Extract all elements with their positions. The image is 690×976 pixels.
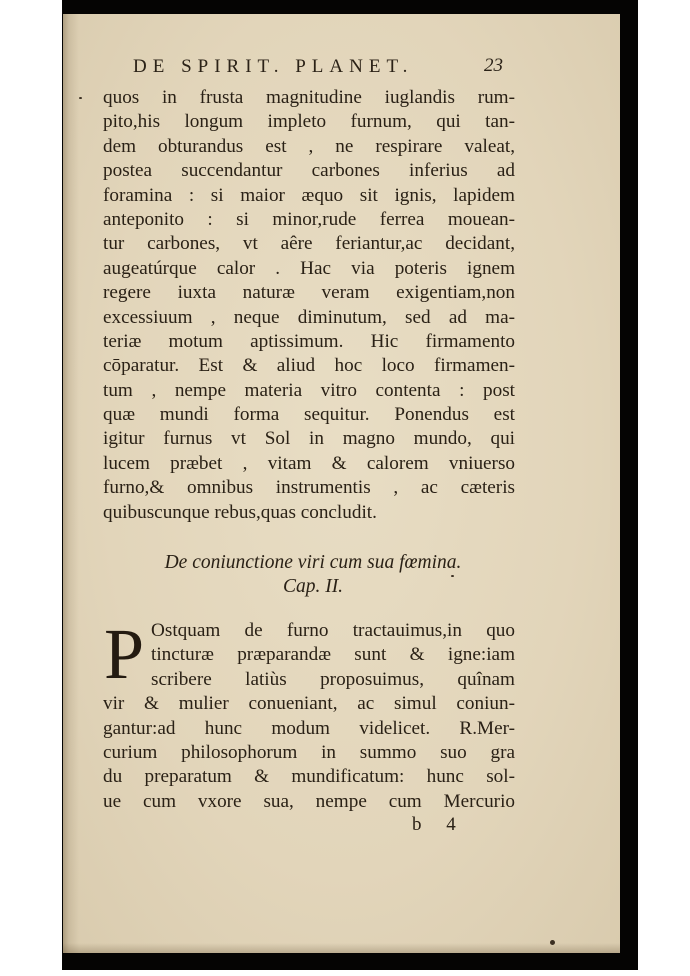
- text-line: ue cum vxore sua, nempe cum Mercurio: [103, 790, 515, 812]
- text-line: tum , nempe materia vitro contenta : post: [103, 379, 515, 401]
- text-line: quæ mundi forma sequitur. Ponendus est: [103, 404, 515, 426]
- page-number: 23: [484, 55, 503, 76]
- text-line: quos in frusta magnitudine iuglandis rum-: [103, 87, 515, 108]
- paper-speck: [79, 97, 82, 99]
- text-line: quibuscunque rebus,quas concludit.: [103, 501, 377, 523]
- text-line: anteponito : si minor,rude ferrea mouean-: [103, 208, 515, 230]
- text-line: tur carbones, vt aêre feriantur,ac decidant,: [103, 233, 515, 255]
- text-line: lucem præbet , vitam & calorem vniuerso: [103, 452, 515, 474]
- text-line: igitur furnus vt Sol in magno mundo, qui: [103, 428, 515, 450]
- signature-mark: b 4: [412, 814, 466, 835]
- text-line: regere iuxta naturæ veram exigentiam,non: [103, 282, 515, 304]
- text-line: foramina : si maior æquo sit ignis, lapidem: [103, 184, 515, 206]
- text-line: furno,& omnibus instrumentis , ac cæteris: [103, 477, 515, 499]
- text-line: teriæ motum aptissimum. Hic firmamento: [103, 330, 515, 352]
- section-1-text: [103, 86, 515, 525]
- text-line: scribere latiùs proposuimus, quînam: [151, 668, 515, 690]
- text-line: Ostquam de furno tractauimus,in quo: [151, 620, 515, 641]
- running-head: DE SPIRIT. PLANET.: [133, 56, 414, 77]
- text-line: du preparatum & mundificatum: hunc sol-: [103, 766, 515, 788]
- text-line: excessiuum , neque diminutum, sed ad ma-: [103, 306, 515, 328]
- text-line: curium philosophorum in summo suo gra: [103, 741, 515, 763]
- text-line: gantur:ad hunc modum videlicet. R.Mer-: [103, 717, 515, 739]
- text-line: tincturæ præparandæ sunt & igne:iam: [151, 644, 515, 666]
- text-line: cōparatur. Est & aliud hoc loco firmamen-: [103, 355, 515, 377]
- paper-speck: [451, 575, 454, 577]
- drop-cap: P: [104, 614, 145, 694]
- chapter-heading: De coniunctione viri cum sua fœmina.: [164, 552, 462, 573]
- chapter-number: Cap. II.: [282, 576, 344, 597]
- text-line: vir & mulier conueniant, ac simul coniun-: [103, 693, 515, 715]
- text-line: postea succendantur carbones inferius ad: [103, 160, 515, 182]
- text-line: pito,his longum impleto furnum, qui tan-: [103, 111, 515, 133]
- section-2-text: [103, 614, 515, 814]
- text-line: dem obturandus est , ne respirare valeat,: [103, 135, 515, 157]
- paper-speck: [550, 940, 555, 945]
- text-line: augeatúrque calor . Hac via poteris ignem: [103, 257, 515, 279]
